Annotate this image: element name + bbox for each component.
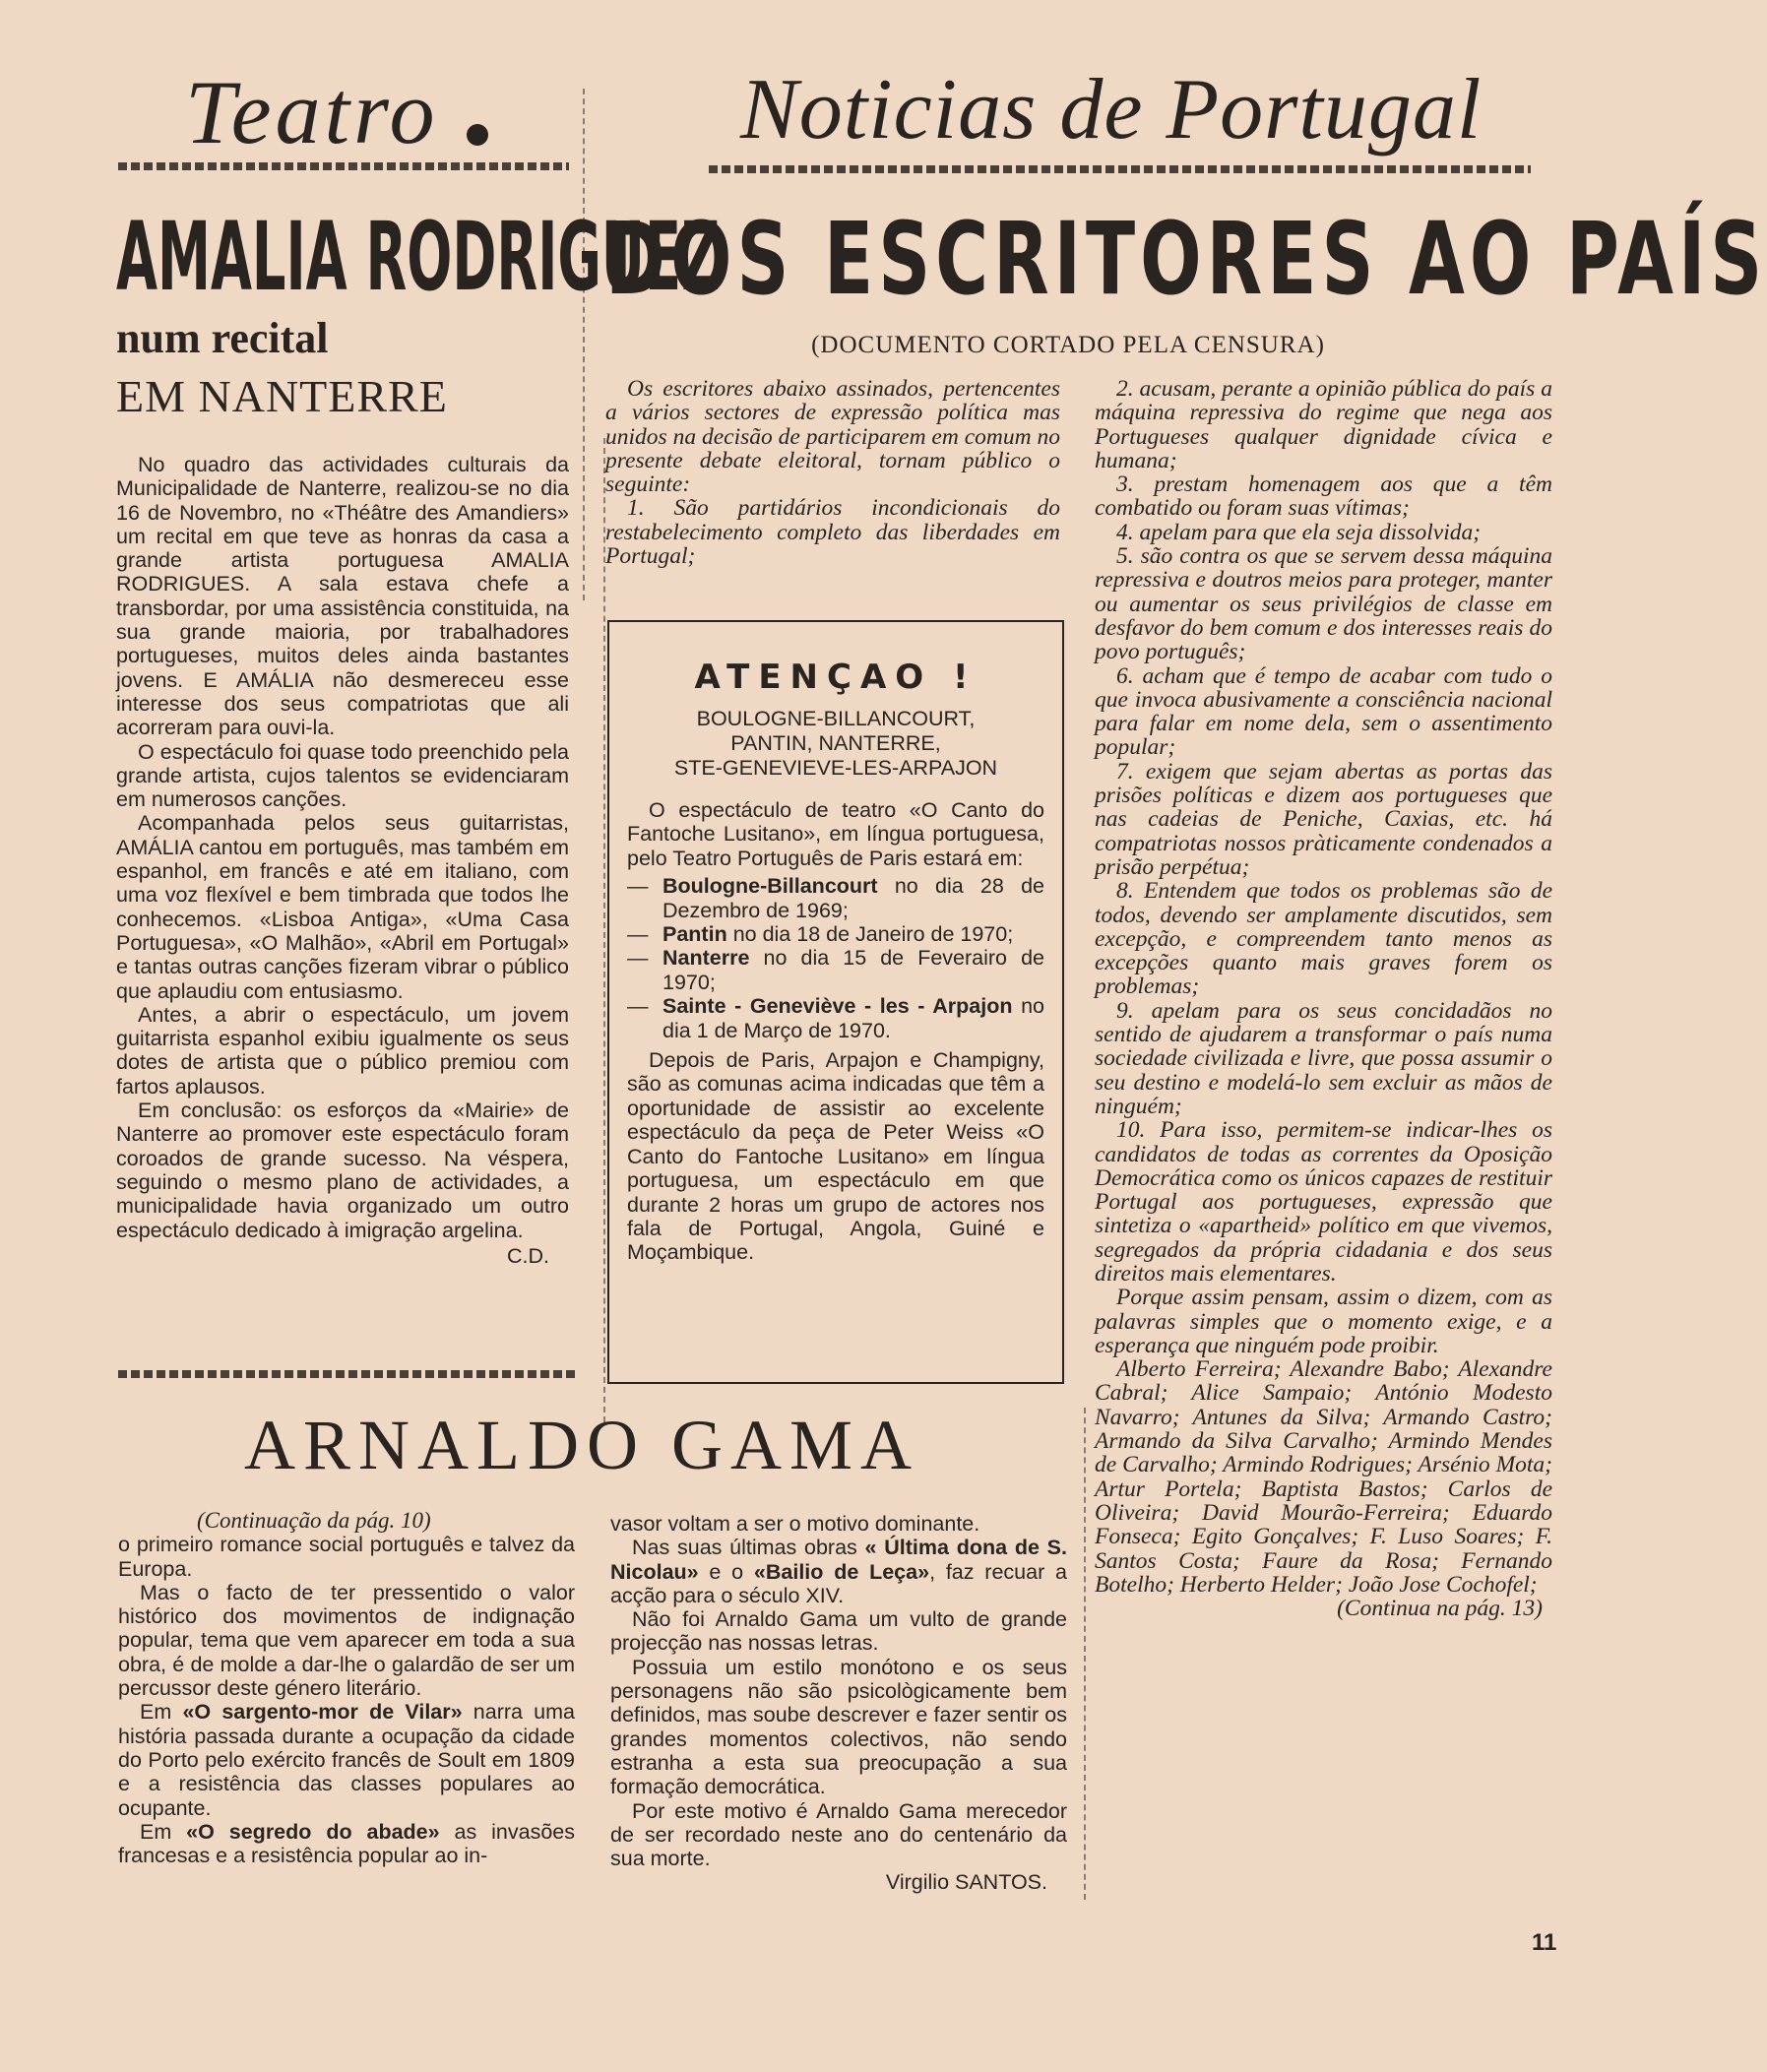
paragraph: 2. acusam, perante a opinião pública do país a máquina repressiva do regime que nega aos Portugueses qualquer dignidade cívica e humana;	[1095, 376, 1552, 473]
atencao-body	[609, 798, 1062, 1265]
book-title: «Bailio de Leça»	[753, 1559, 930, 1584]
teatro-underline	[118, 162, 569, 170]
event-item	[627, 874, 1044, 922]
dash: —	[627, 994, 649, 1019]
paragraph: O espectáculo foi quase todo preenchido pela grande artista, cujos talentos se evidenciaram em numerosos canções.	[116, 739, 569, 812]
event-place: Sainte - Geneviève - les - Arpajon	[663, 994, 1013, 1019]
escritores-headline: DOS ESCRITORES AO PAÍS	[605, 201, 1767, 318]
text: as invasões francesas e a resistência popular ao in-	[118, 1819, 575, 1868]
signatories: Alberto Ferreira; Alexandre Babo; Alexandre Cabral; Alice Sampaio; António Modesto Navarro; Antunes da Silva; Armando Castro; Armando da Silva Carvalho; Armindo Mendes de Carvalho; Armindo Rodrigues; Arsénio Mota; Artur Portela; Baptista Bastos; Carlos de Oliveira; David Mourão-Ferreira; Eduardo Fonseca; Egito Gonçalves; F. Luso Soares; F. Santos Costa; Faure da Rosa; Fernando Botelho; Herberto Helder; João Jose Cochofel;	[1095, 1356, 1552, 1598]
event-item	[627, 922, 1044, 946]
text: narra uma história passada durante a ocupação da cidade do Porto pelo exército francês de Soult em 1809 e a resistência das classes populares ao ocupante.	[118, 1700, 575, 1820]
teatro-section-header	[185, 62, 488, 162]
escritores-col2	[1095, 377, 1552, 1620]
event-item	[627, 946, 1044, 994]
amalia-subhead-1: num recital	[116, 314, 329, 362]
atencao-box	[607, 620, 1064, 1384]
amalia-article-body	[116, 453, 569, 1268]
text: Em	[140, 1819, 187, 1844]
continuation-label: (Continuação da pág. 10)	[197, 1508, 431, 1533]
paragraph	[118, 1700, 575, 1819]
paragraph: o primeiro romance social português e talvez da Europa.	[118, 1533, 575, 1581]
paragraph: Em conclusão: os esforços da «Mairie» de Nanterre ao promover este espectáculo foram coroados de grande sucesso. Na véspera, seguindo o mesmo plano de actividades, a municipalidade havia organizado um outro espectáculo dedicado à imigração argelina.	[116, 1099, 569, 1242]
paragraph: Os escritores abaixo assinados, pertencentes a vários sectores de expressão política mas unidos na decisão de participarem em comum no presente debate eleitoral, tornam público o seguinte:	[605, 376, 1060, 498]
atencao-places	[609, 707, 1062, 781]
dash: —	[627, 946, 649, 971]
event-date: no dia 1 de Março de 1970.	[663, 994, 1044, 1042]
paragraph: Acompanhada pelos seus guitarristas, AMÁLIA cantou em português, mas também em espanhol, em francês e até em italiano, com uma voz flexível e bem timbrada que todos lhe conhecemos. «Lisboa Antiga», «Uma Casa Portuguesa», «O Malhão», «Abril em Portugal» e tantas outras canções fizeram vibrar o público que aplaudiu com entusiasmo.	[116, 811, 569, 1003]
paragraph	[118, 1820, 575, 1868]
paragraph: Antes, a abrir o espectáculo, um jovem guitarrista espanhol exibiu igualmente os seus dotes de artista que o público premiou com fartos aplausos.	[116, 1002, 569, 1099]
paragraph: 1. São partidários incondicionais do restabelecimento completo das liberdades em Portugal;	[605, 495, 1060, 570]
escritores-subhead: (DOCUMENTO CORTADO PELA CENSURA)	[811, 332, 1325, 358]
paragraph: Por este motivo é Arnaldo Gama merecedor de ser recordado neste ano do centenário da sua morte.	[610, 1798, 1067, 1871]
dash: —	[627, 874, 649, 899]
event-place: Pantin	[663, 922, 727, 947]
paragraph: 5. são contra os que se servem dessa máquina repressiva e doutros meios para proteger, manter ou aumentar os seus privilégios de classe em desfavor do bem comum e dos interesses reais do povo português;	[1095, 543, 1552, 665]
noticias-title: Noticias de Portugal	[740, 62, 1483, 157]
paragraph: 4. apelam para que ela seja dissolvida;	[1116, 519, 1482, 545]
event-place: Nanterre	[663, 946, 750, 971]
event-date: no dia 18 de Janeiro de 1970;	[732, 922, 1014, 947]
atencao-title: ATENÇAO !	[694, 658, 978, 697]
amalia-headline: AMALIA RODRIGUEZ	[116, 202, 721, 312]
arnaldo-signature: Virgilio SANTOS.	[885, 1870, 1047, 1895]
paragraph: Porque assim pensam, assim o dizem, com as palavras simples que o momento exige, e a esperança que ninguém pode proibir.	[1095, 1285, 1552, 1358]
text: Em	[140, 1700, 183, 1725]
arnaldo-col1	[118, 1509, 575, 1867]
atencao-closing: Depois de Paris, Arpajon e Champigny, são as comunas acima indicadas que têm a oportunidade de assistir ao excelente espectáculo da peça de Peter Weiss «O Canto do Fantoche Lusitano» em língua portuguesa, um espectáculo em que durante 2 horas um grupo de actores nos fala de Portugal, Angola, Guiné e Moçambique.	[627, 1048, 1044, 1265]
column-separator	[1084, 1408, 1086, 1900]
noticias-underline	[709, 165, 1531, 173]
paragraph: 8. Entendem que todos os problemas são de todos, devendo ser amplamente discutidos, sem excepção, e compreendem tanto menos as excepções quanto mais graves forem os problemas;	[1095, 878, 1552, 1000]
paragraph: vasor voltam a ser o motivo dominante.	[610, 1512, 980, 1536]
teatro-title: Teatro	[185, 62, 439, 162]
page-number: 11	[1532, 1929, 1557, 1956]
event-date: no dia 28 de Dezembro de 1969;	[663, 874, 1044, 922]
event-list	[627, 874, 1044, 1042]
book-title: «O segredo do abade»	[186, 1819, 440, 1844]
amalia-subhead-2: EM NANTERRE	[116, 371, 448, 421]
event-item	[627, 994, 1044, 1042]
text: , faz recuar a acção para o século XIV.	[610, 1559, 1067, 1607]
paragraph: 9. apelam para os seus concidadãos no sentido de ajudarem a transformar o país numa sociedade civilizada e livre, que possa assumir o seu destino e modelá-lo sem excluir as mãos de ninguém;	[1095, 997, 1552, 1119]
arnaldo-col2	[610, 1512, 1067, 1895]
paragraph: 10. Para isso, permitem-se indicar-lhes os candidatos de todas as correntes da Oposição Democrática como os únicos capazes de restituir Portugal aos portugueses, expressão que sintetiza o «apartheid» político em que vivemos, segregados da própria cidadania e dos seus direitos mais elementares.	[1095, 1117, 1552, 1287]
paragraph: Não foi Arnaldo Gama um vulto de grande projecção nas nossas letras.	[610, 1607, 1067, 1656]
column-separator	[603, 438, 605, 1422]
atencao-intro: O espectáculo de teatro «O Canto do Fantoche Lusitano», em língua portuguesa, pelo Teatro Português de Paris estará em:	[627, 798, 1044, 870]
place-line: BOULOGNE-BILLANCOURT,	[696, 707, 976, 730]
paragraph: 3. prestam homenagem aos que a têm combatido ou foram suas vítimas;	[1095, 471, 1552, 522]
bullet-dot	[467, 124, 488, 146]
book-title: «O sargento-mor de Vilar»	[182, 1700, 463, 1725]
column-separator	[583, 89, 585, 600]
book-title: « Última dona de S. Nicolau»	[610, 1536, 1067, 1584]
event-date: no dia 15 de Feverairo de 1970;	[663, 946, 1044, 994]
dash: —	[627, 922, 649, 947]
amalia-divider	[118, 1370, 576, 1378]
paragraph: 6. acham que é tempo de acabar com tudo o que invoca abusivamente a consciência nacional para falar em nome dela, sem o assentimento popular;	[1095, 662, 1552, 761]
arnaldo-headline: ARNALDO GAMA	[244, 1406, 919, 1484]
amalia-signature: C.D.	[507, 1243, 549, 1268]
event-place: Boulogne-Billancourt	[663, 874, 878, 899]
paragraph	[610, 1536, 1067, 1607]
paragraph: Mas o facto de ter pressentido o valor histórico dos movimentos de indignação popular, tema que vem aparecer em toda a sua obra, é de molde a dar-lhe o galardão de ser um percussor deste género literário.	[118, 1580, 575, 1701]
continua-note: (Continua na pág. 13)	[1337, 1596, 1543, 1622]
paragraph: 7. exigem que sejam abertas as portas das prisões políticas e dizem aos portugueses que nas cadeias de Peniche, Caxias, etc. há compatriotas nossos pràticamente condenados a prisão perpétua;	[1095, 758, 1552, 880]
escritores-col1	[605, 377, 1060, 568]
place-line: PANTIN, NANTERRE,	[730, 731, 941, 755]
text: Nas suas últimas obras	[632, 1536, 865, 1560]
place-line: STE-GENEVIEVE-LES-ARPAJON	[673, 756, 998, 780]
paragraph: No quadro das actividades culturais da Municipalidade de Nanterre, realizou-se no dia 16 de Novembro, no «Théâtre des Amandiers» um recital em que teve as honras da casa a grande artista portuguesa AMALIA RODRIGUES. A sala estava chefe a transbordar, por uma assistência constituida, na sua grande maioria, por trabalhadores portugueses, muitos deles ainda bastantes jovens. E AMÁLIA não desmereceu esse interesse dos seus compatriotas que ali acorreram para ouvi-la.	[116, 453, 569, 740]
paragraph: Possuia um estilo monótono e os seus personagens não são psicològicamente bem definidos, mas soube descrever e fazer sentir os grandes momentos colectivos, não sendo estranha a esta sua preocupação a sua formação democrática.	[610, 1655, 1067, 1799]
text: e o	[698, 1559, 754, 1584]
